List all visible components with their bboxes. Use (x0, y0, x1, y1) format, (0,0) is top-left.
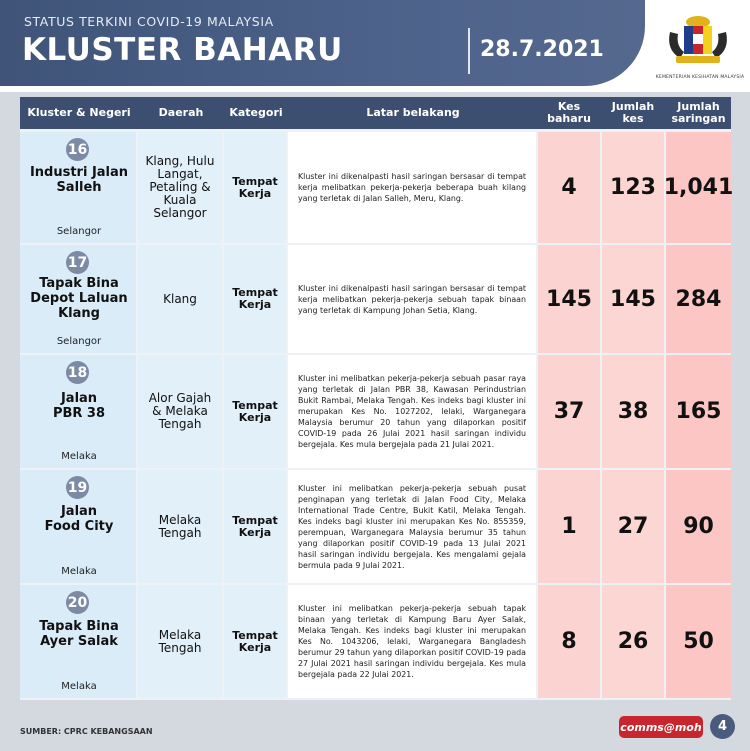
state-name: Melaka (61, 566, 97, 577)
district-cell (138, 245, 222, 353)
cluster-number-badge: 16 (66, 138, 89, 161)
total-screening-cell (666, 245, 731, 353)
background-text: Kluster ini dikenalpasti hasil saringan bersasar di tempat kerja melibatkan pekerja-pekerja beberapa buah kilang yang terletak di Jalan Salleh, Meru, Klang. (298, 172, 526, 203)
table-header (20, 97, 731, 129)
page-title: KLUSTER BAHARU (22, 32, 343, 68)
category-cell (224, 585, 286, 698)
header (0, 0, 750, 92)
total-cases-value: 26 (617, 629, 649, 654)
district-cell (138, 132, 222, 243)
total-cases-value: 38 (617, 399, 649, 424)
district-name: Klang (163, 291, 197, 306)
cluster-number-badge: 18 (66, 361, 89, 384)
col-jumlah-saringan: Jumlah saringan (671, 100, 726, 125)
district-cell (138, 355, 222, 468)
background-cell (288, 585, 536, 698)
district-name: Melaka Tengah (158, 627, 202, 655)
background-cell (288, 470, 536, 583)
col-kluster: Kluster & Negeri (27, 106, 131, 119)
total-cases-cell (602, 470, 664, 583)
total-cases-value: 145 (610, 286, 656, 312)
new-cases-value: 37 (553, 399, 585, 424)
cluster-number-badge: 19 (66, 476, 89, 499)
col-kes-baharu: Kes baharu (547, 100, 591, 125)
background-text: Kluster ini melibatkan pekerja-pekerja sebuah pusat penginapan yang terletak di Jalan Food City, Melaka International Trade Centre, Bukit Katil, Melaka Tengah. Kes indeks bagi kluster ini merupakan Kes No. 855359, perempuan, Warganegara Malaysia berumur 35 tahun yang dilaporkan positif COVID-19 pada 13 Julai 2021 hasil saringan individu bergejala. Kes mengalami gejala bermula pada 9 Julai 2021. (298, 483, 526, 570)
total-cases-value: 27 (617, 514, 649, 539)
category-name: Tempat Kerja (232, 628, 278, 654)
district-name: Melaka Tengah (158, 512, 202, 540)
new-cases-cell (538, 585, 600, 698)
background-text: Kluster ini dikenalpasti hasil saringan bersasar di tempat kerja melibatkan pekerja-pekerja sebuah tapak binaan yang terletak di Kampung Johan Setia, Klang. (298, 283, 526, 315)
cluster-name: Tapak Bina Ayer Salak (39, 619, 119, 649)
background-cell (288, 245, 536, 353)
divider (468, 28, 470, 74)
category-cell (224, 355, 286, 468)
new-cases-value: 1 (561, 514, 577, 539)
cluster-cell (20, 355, 136, 468)
background-cell (288, 132, 536, 243)
cluster-cell (20, 132, 136, 243)
district-cell (138, 585, 222, 698)
state-name: Melaka (61, 681, 97, 692)
new-cases-cell (538, 470, 600, 583)
background-text: Kluster ini melibatkan pekerja-pekerja sebuah pasar raya yang terletak di Jalan PBR 38, Kawasan Perindustrian Bukit Rambai, Melaka Tengah. Kes indeks bagi kluster ini merupakan Kes No. 1027202, lelaki, Warganegara Malaysia berumur 20 tahun yang dilaporkan positif COVID-19 pada 26 Julai 2021 hasil saringan individu bergejala. Kes mula bergejala pada 21 Julai 2021. (298, 374, 526, 449)
total-screening-value: 165 (675, 399, 722, 424)
category-cell (224, 470, 286, 583)
col-daerah: Daerah (158, 106, 204, 119)
state-name: Selangor (56, 226, 102, 237)
new-cases-value: 8 (561, 629, 577, 654)
total-cases-cell (602, 355, 664, 468)
district-name: Alor Gajah & Melaka Tengah (148, 391, 212, 431)
cluster-name: Jalan PBR 38 (52, 391, 106, 421)
new-cases-cell (538, 132, 600, 243)
total-cases-value: 123 (610, 175, 656, 200)
cluster-name: Jalan Food City (44, 504, 114, 534)
background-text: Kluster ini melibatkan pekerja-pekerja sebuah tapak binaan yang terletak di Kampung Baru Ayer Salak, Melaka Tengah. Kes indeks bagi kluster ini merupakan Kes No. 1043206, lelaki, Warganegara Bangladesh berumur 29 tahun yang dilaporkan positif COVID-19 pada 27 Julai 2021 hasil saringan individu bergejala. Kes mula bergejala pada 22 Julai 2021. (298, 604, 526, 679)
cluster-number-badge: 17 (66, 251, 89, 274)
col-jumlah-kes: Jumlah kes (611, 100, 655, 125)
total-screening-cell (666, 585, 731, 698)
new-cases-cell (538, 355, 600, 468)
cluster-cell (20, 585, 136, 698)
total-screening-cell (666, 470, 731, 583)
ministry-label: KEMENTERIAN KESIHATAN MALAYSIA (655, 75, 745, 80)
state-name: Melaka (61, 451, 97, 462)
status-subtitle: STATUS TERKINI COVID-19 MALAYSIA (24, 14, 274, 29)
background-cell (288, 355, 536, 468)
district-name: Klang, Hulu Langat, Petaling & Kuala Selangor (145, 154, 215, 220)
col-kategori: Kategori (229, 106, 283, 119)
cluster-cell (20, 470, 136, 583)
category-name: Tempat Kerja (232, 286, 278, 311)
cluster-table (20, 97, 734, 700)
category-cell (224, 132, 286, 243)
category-name: Tempat Kerja (232, 174, 278, 200)
total-screening-value: 1,041 (663, 175, 734, 200)
source-note: SUMBER: CPRC KEBANGSAAN (20, 727, 153, 736)
page-number: 4 (710, 714, 735, 739)
brand-logo: comms@moh (619, 716, 703, 738)
cluster-name: Tapak Bina Depot Laluan Klang (30, 276, 128, 321)
total-cases-cell (602, 585, 664, 698)
report-date: 28.7.2021 (480, 37, 604, 62)
cluster-number-badge: 20 (66, 591, 89, 614)
total-screening-value: 284 (675, 286, 722, 312)
district-cell (138, 470, 222, 583)
category-name: Tempat Kerja (232, 398, 278, 424)
total-screening-value: 90 (683, 514, 714, 539)
state-name: Selangor (56, 336, 102, 347)
coat-of-arms-logo (662, 12, 734, 68)
new-cases-cell (538, 245, 600, 353)
cluster-cell (20, 245, 136, 353)
total-screening-value: 50 (683, 629, 714, 654)
total-cases-cell (602, 132, 664, 243)
category-name: Tempat Kerja (232, 513, 278, 539)
col-latar: Latar belakang (366, 106, 460, 119)
total-screening-cell (663, 132, 734, 243)
new-cases-value: 145 (546, 286, 592, 312)
title-banner (0, 0, 645, 86)
new-cases-value: 4 (561, 175, 577, 200)
total-cases-cell (602, 245, 664, 353)
total-screening-cell (666, 355, 731, 468)
cluster-name: Industri Jalan Salleh (29, 165, 129, 195)
category-cell (224, 245, 286, 353)
